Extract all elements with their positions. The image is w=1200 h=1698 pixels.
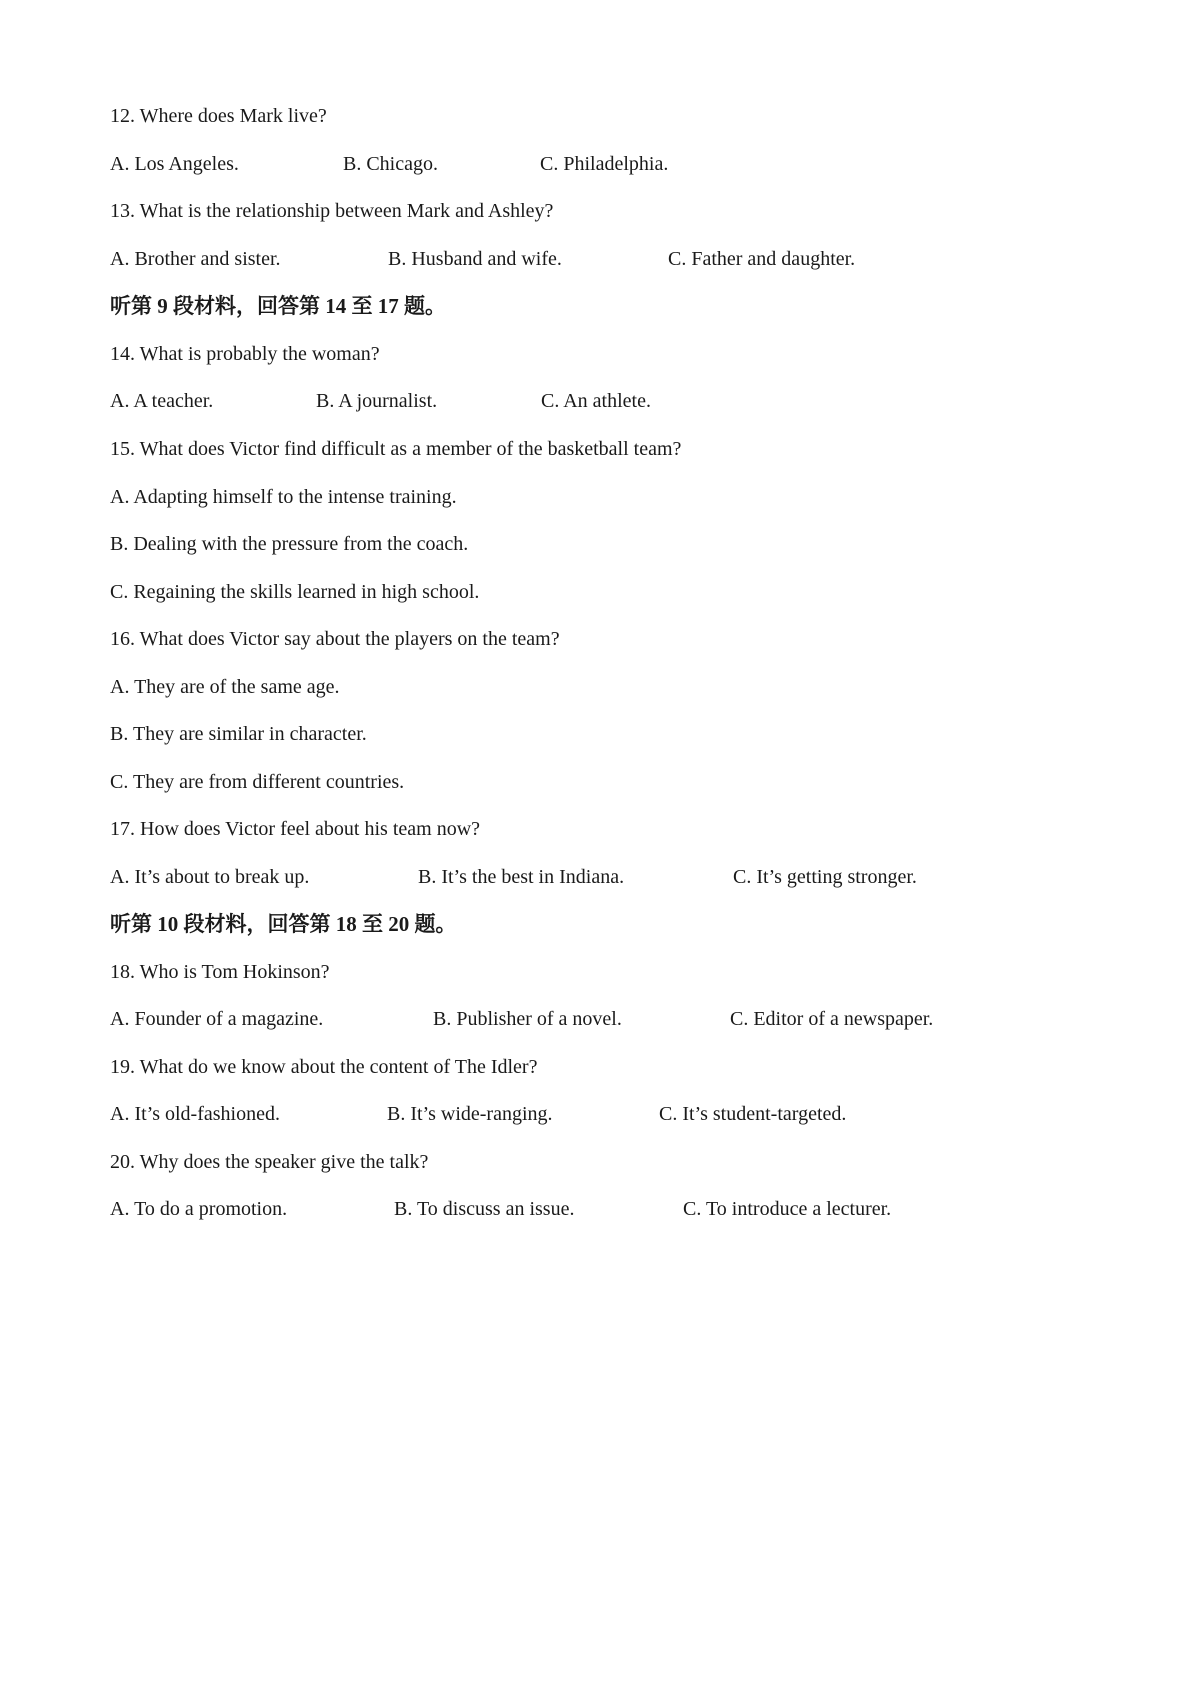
option-18-b: B. Publisher of a novel. — [433, 1008, 622, 1030]
question-15: 15. What does Victor find difficult as a member of the basketball team? — [110, 438, 682, 460]
option-12-a: A. Los Angeles. — [110, 153, 239, 175]
option-17-c: C. It’s getting stronger. — [733, 866, 917, 888]
option-19-a: A. It’s old-fashioned. — [110, 1103, 280, 1125]
option-12-c: C. Philadelphia. — [540, 153, 669, 175]
option-14-a: A. A teacher. — [110, 390, 214, 412]
option-13-b: B. Husband and wife. — [388, 248, 562, 270]
option-20-a: A. To do a promotion. — [110, 1198, 288, 1220]
option-17-b: B. It’s the best in Indiana. — [418, 866, 625, 888]
option-16-a: A. They are of the same age. — [110, 676, 340, 698]
option-14-c: C. An athlete. — [541, 390, 651, 412]
option-16-c: C. They are from different countries. — [110, 771, 405, 793]
option-19-b: B. It’s wide-ranging. — [387, 1103, 553, 1125]
question-19: 19. What do we know about the content of The Idler? — [110, 1056, 538, 1078]
section-heading-9: 听第 9 段材料，回答第 14 至 17 题。 — [110, 294, 446, 318]
option-19-c: C. It’s student-targeted. — [659, 1103, 847, 1125]
option-12-b: B. Chicago. — [343, 153, 438, 175]
option-13-c: C. Father and daughter. — [668, 248, 856, 270]
option-15-c: C. Regaining the skills learned in high school. — [110, 581, 480, 603]
question-16: 16. What does Victor say about the players on the team? — [110, 628, 560, 650]
question-13: 13. What is the relationship between Mark and Ashley? — [110, 200, 554, 222]
option-18-c: C. Editor of a newspaper. — [730, 1008, 934, 1030]
section-heading-10: 听第 10 段材料，回答第 18 至 20 题。 — [110, 912, 457, 936]
option-16-b: B. They are similar in character. — [110, 723, 367, 745]
option-15-a: A. Adapting himself to the intense training. — [110, 486, 457, 508]
option-17-a: A. It’s about to break up. — [110, 866, 310, 888]
option-18-a: A. Founder of a magazine. — [110, 1008, 324, 1030]
question-20: 20. Why does the speaker give the talk? — [110, 1151, 429, 1173]
question-17: 17. How does Victor feel about his team now? — [110, 818, 481, 840]
option-15-b: B. Dealing with the pressure from the coach. — [110, 533, 469, 555]
question-12: 12. Where does Mark live? — [110, 105, 327, 127]
option-14-b: B. A journalist. — [316, 390, 438, 412]
question-14: 14. What is probably the woman? — [110, 343, 380, 365]
option-20-c: C. To introduce a lecturer. — [683, 1198, 892, 1220]
option-20-b: B. To discuss an issue. — [394, 1198, 575, 1220]
question-18: 18. Who is Tom Hokinson? — [110, 961, 330, 983]
option-13-a: A. Brother and sister. — [110, 248, 281, 270]
